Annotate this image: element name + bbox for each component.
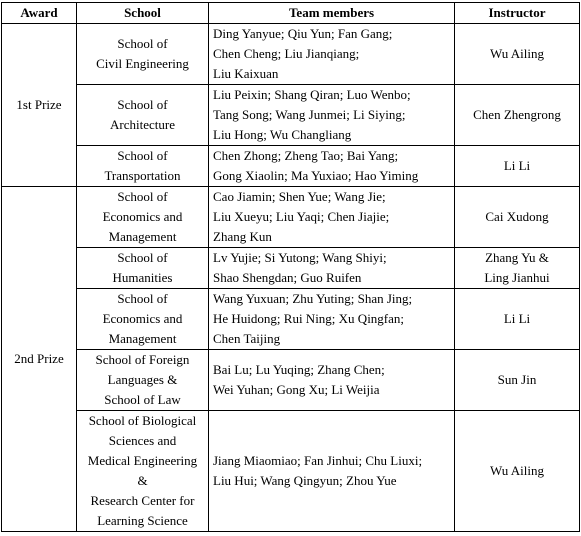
instructor-cell: Zhang Yu & Ling Jianhui <box>455 248 580 289</box>
table-row <box>2 350 580 411</box>
instructor-cell: Li Li <box>455 146 580 187</box>
members-cell: Cao Jiamin; Shen Yue; Wang Jie; Liu Xueyu; Liu Yaqi; Chen Jiajie; Zhang Kun <box>209 187 455 248</box>
header-instructor: Instructor <box>455 3 580 24</box>
header-school: School <box>77 3 209 24</box>
members-cell: Chen Zhong; Zheng Tao; Bai Yang; Gong Xiaolin; Ma Yuxiao; Hao Yiming <box>209 146 455 187</box>
table-row <box>2 146 580 187</box>
awards-table <box>1 2 580 532</box>
table-row <box>2 411 580 532</box>
header-team-members: Team members <box>209 3 455 24</box>
members-cell: Ding Yanyue; Qiu Yun; Fan Gang; Chen Cheng; Liu Jianqiang; Liu Kaixuan <box>209 24 455 85</box>
school-cell: School of Transportation <box>77 146 209 187</box>
school-cell: School of Architecture <box>77 85 209 146</box>
award-cell-2nd-prize: 2nd Prize <box>2 187 77 532</box>
school-cell: School of Foreign Languages & School of Law <box>77 350 209 411</box>
members-cell: Liu Peixin; Shang Qiran; Luo Wenbo; Tang Song; Wang Junmei; Li Siying; Liu Hong; Wu Changliang <box>209 85 455 146</box>
school-cell: School of Economics and Management <box>77 289 209 350</box>
members-cell: Wang Yuxuan; Zhu Yuting; Shan Jing; He Huidong; Rui Ning; Xu Qingfan; Chen Taijing <box>209 289 455 350</box>
members-cell: Jiang Miaomiao; Fan Jinhui; Chu Liuxi; Liu Hui; Wang Qingyun; Zhou Yue <box>209 411 455 532</box>
award-cell-1st-prize: 1st Prize <box>2 24 77 187</box>
table-row <box>2 85 580 146</box>
school-cell: School of Humanities <box>77 248 209 289</box>
instructor-cell: Chen Zhengrong <box>455 85 580 146</box>
header-award: Award <box>2 3 77 24</box>
instructor-cell: Wu Ailing <box>455 411 580 532</box>
instructor-cell: Wu Ailing <box>455 24 580 85</box>
members-cell: Bai Lu; Lu Yuqing; Zhang Chen; Wei Yuhan; Gong Xu; Li Weijia <box>209 350 455 411</box>
instructor-cell: Li Li <box>455 289 580 350</box>
instructor-cell: Cai Xudong <box>455 187 580 248</box>
table-row <box>2 24 580 85</box>
members-cell: Lv Yujie; Si Yutong; Wang Shiyi; Shao Shengdan; Guo Ruifen <box>209 248 455 289</box>
school-cell: School of Civil Engineering <box>77 24 209 85</box>
school-cell: School of Economics and Management <box>77 187 209 248</box>
header-row <box>2 3 580 24</box>
instructor-cell: Sun Jin <box>455 350 580 411</box>
table-row <box>2 187 580 248</box>
school-cell: School of Biological Sciences and Medical Engineering & Research Center for Learning Science <box>77 411 209 532</box>
table-row <box>2 248 580 289</box>
table-row <box>2 289 580 350</box>
